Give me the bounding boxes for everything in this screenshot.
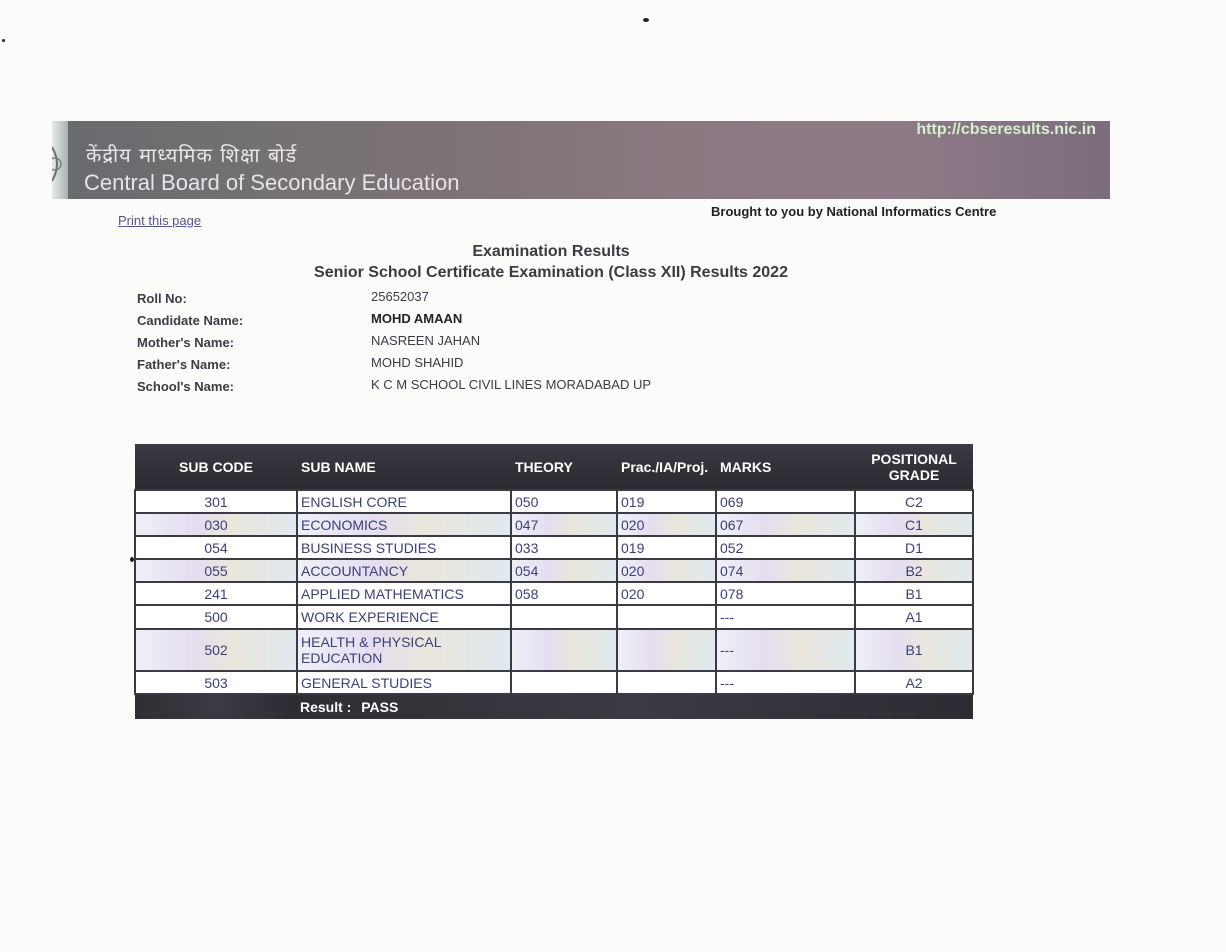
result-cell xyxy=(297,694,973,719)
theory-cell: 047 xyxy=(511,513,617,536)
scan-speck xyxy=(2,39,5,42)
theory-cell: 054 xyxy=(511,559,617,582)
theory-cell xyxy=(511,605,617,629)
sub-name-cell: ACCOUNTANCY xyxy=(297,559,511,582)
sub-name-cell: APPLIED MATHEMATICS xyxy=(297,582,511,605)
table-row xyxy=(135,513,973,536)
header-marks: MARKS xyxy=(716,444,855,490)
practical-cell xyxy=(617,629,716,671)
practical-cell xyxy=(617,605,716,629)
sub-code-cell: 055 xyxy=(135,559,297,582)
marks-cell: --- xyxy=(716,605,855,629)
practical-cell xyxy=(617,671,716,694)
result-spacer xyxy=(135,694,297,719)
sub-code-cell: 030 xyxy=(135,513,297,536)
practical-cell: 020 xyxy=(617,513,716,536)
theory-cell xyxy=(511,629,617,671)
result-value: PASS xyxy=(361,699,399,715)
grade-cell: A1 xyxy=(855,605,973,629)
nic-credit: Brought to you by National Informatics Centre xyxy=(711,204,997,219)
sub-name-cell: BUSINESS STUDIES xyxy=(297,536,511,559)
candidate-name-label: Candidate Name: xyxy=(137,313,244,328)
practical-cell: 019 xyxy=(617,536,716,559)
table-row xyxy=(135,629,973,671)
exam-title: Senior School Certificate Examination (Class XII) Results 2022 xyxy=(314,264,788,281)
table-row xyxy=(135,605,973,629)
theory-cell: 050 xyxy=(511,490,617,513)
grade-cell: A2 xyxy=(855,671,973,694)
sub-name-cell: HEALTH & PHYSICAL EDUCATION xyxy=(297,629,511,671)
grade-cell: B2 xyxy=(855,559,973,582)
table-row xyxy=(135,671,973,694)
roll-no-value: 25652037 xyxy=(371,289,429,304)
roll-no-label: Roll No: xyxy=(137,291,187,306)
header-sub-name: SUB NAME xyxy=(297,444,511,490)
sub-code-cell: 241 xyxy=(135,582,297,605)
marks-cell: 052 xyxy=(716,536,855,559)
school-name-value: K C M SCHOOL CIVIL LINES MORADABAD UP xyxy=(371,377,652,392)
mother-name-label: Mother's Name: xyxy=(137,335,234,350)
grade-cell: C1 xyxy=(855,513,973,536)
board-title-hindi: केंद्रीय माध्यमिक शिक्षा बोर्ड xyxy=(86,143,298,167)
practical-cell: 020 xyxy=(617,582,716,605)
table-header-row xyxy=(135,444,973,490)
sub-code-cell: 502 xyxy=(135,629,297,671)
sub-code-cell: 301 xyxy=(135,490,297,513)
header-positional-grade: POSITIONAL GRADE xyxy=(855,444,973,490)
table-row xyxy=(135,582,973,605)
father-name-value: MOHD SHAHID xyxy=(371,355,464,370)
table-row xyxy=(135,490,973,513)
marks-cell: --- xyxy=(716,671,855,694)
header-practical: Prac./IA/Proj. xyxy=(617,444,716,490)
sub-name-cell: ENGLISH CORE xyxy=(297,490,511,513)
header-sub-code: SUB CODE xyxy=(135,444,297,490)
results-url[interactable]: http://cbseresults.nic.in xyxy=(916,121,1096,138)
roll-no-row xyxy=(137,289,837,311)
theory-cell: 058 xyxy=(511,582,617,605)
practical-cell: 019 xyxy=(617,490,716,513)
table-row xyxy=(135,559,973,582)
results-table xyxy=(134,444,974,719)
grade-cell: B1 xyxy=(855,582,973,605)
result-label: Result : xyxy=(300,699,352,715)
marks-cell: --- xyxy=(716,629,855,671)
scan-speck xyxy=(643,18,649,22)
page-title: Examination Results xyxy=(472,243,630,260)
marks-cell: 067 xyxy=(716,513,855,536)
mother-name-value: NASREEN JAHAN xyxy=(371,333,481,348)
grade-cell: C2 xyxy=(855,490,973,513)
father-name-label: Father's Name: xyxy=(137,357,231,372)
sub-name-cell: WORK EXPERIENCE xyxy=(297,605,511,629)
sub-code-cell: 503 xyxy=(135,671,297,694)
mother-name-row xyxy=(137,333,837,355)
school-name-label: School's Name: xyxy=(137,379,235,394)
candidate-name-value: MOHD AMAAN xyxy=(371,311,463,326)
sub-code-cell: 500 xyxy=(135,605,297,629)
result-row xyxy=(135,694,973,719)
sub-name-cell: ECONOMICS xyxy=(297,513,511,536)
father-name-row xyxy=(137,355,837,377)
theory-cell xyxy=(511,671,617,694)
cbse-banner xyxy=(52,121,1110,199)
header-theory: THEORY xyxy=(511,444,617,490)
theory-cell: 033 xyxy=(511,536,617,559)
grade-cell: B1 xyxy=(855,629,973,671)
marks-cell: 069 xyxy=(716,490,855,513)
school-name-row xyxy=(137,377,837,399)
candidate-name-row xyxy=(137,311,837,333)
marks-cell: 074 xyxy=(716,559,855,582)
marks-cell: 078 xyxy=(716,582,855,605)
practical-cell: 020 xyxy=(617,559,716,582)
board-title-english: Central Board of Secondary Education xyxy=(84,170,460,195)
sub-name-cell: GENERAL STUDIES xyxy=(297,671,511,694)
sub-code-cell: 054 xyxy=(135,536,297,559)
grade-cell: D1 xyxy=(855,536,973,559)
table-row xyxy=(135,536,973,559)
emblem-icon xyxy=(52,139,68,189)
candidate-details xyxy=(137,289,837,399)
print-page-link[interactable]: Print this page xyxy=(118,213,202,228)
